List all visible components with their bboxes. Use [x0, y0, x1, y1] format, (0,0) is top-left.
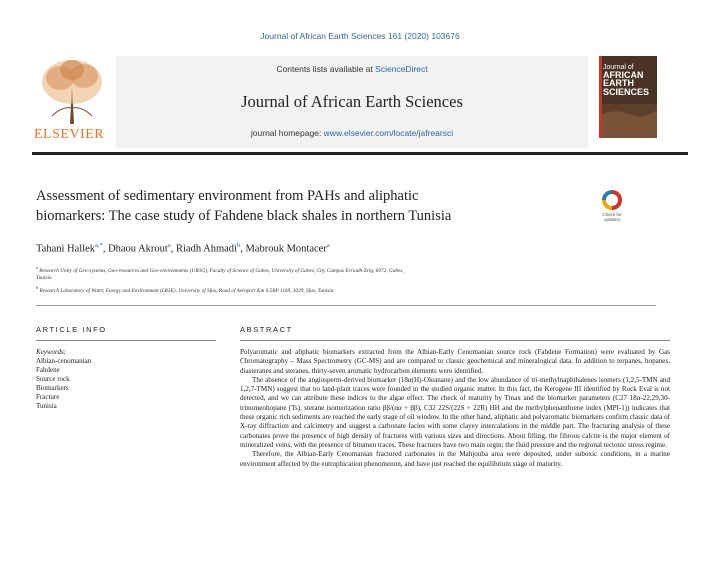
keyword-item: Source rock — [36, 375, 70, 383]
homepage-link[interactable]: www.elsevier.com/locate/jafrearsci — [323, 128, 454, 138]
cover-text — [603, 64, 649, 97]
header-rule — [32, 152, 688, 155]
author-affil-sup[interactable]: a,* — [95, 242, 103, 249]
author-affil-sup[interactable]: a — [167, 242, 171, 249]
keyword-item: Biomarkers — [36, 384, 69, 392]
author-list — [36, 242, 330, 255]
cover-line-4: SCIENCES — [603, 86, 650, 97]
abstract-paragraph: The absence of the angiosperm-derived biomarker (18α(H)-Oleanane) and the low abundance of tri-methylnaphthalenes isomers (1,2,5-TMN and 1,2,7-TMN) suggest that no land-plant traces were founded in the studied organic matter. In this fact, the Kerogene III identified by Rock Eval is not detected, and we can attribute these indices to the algae effect. The check of maturity by Tmax and the biomarker parameters (C27 18α-22,29,30-trinorneohopane (Ts), sterane isomerization ratio ββ/(αα + ββ), C32 22S/(22S + 22R) HH and the methylphenanthrene index (MPI-1)) indicates that these organic rich sediments are reached the early stage of oil window. In the other hand, aliphatic and polyaromatic biomarkers confirm classic data of X-ray diffraction and calcimetry and suggest a carbonate facies with some clayey intercalations in the middle part. The fracturing analysis of these carbonates prove the presence of high density of fractures with various sizes and directions. About filling, the fibrous calcite is the major element of mineralized veins, with the presence of bitumen traces. These fractures have two main orgin; the fluid pressure and the regional tectonic stress regime. — [240, 375, 670, 449]
article-info-rule — [36, 340, 216, 341]
journal-cover[interactable] — [599, 56, 657, 138]
check-for-updates-button[interactable] — [599, 190, 625, 224]
sciencedirect-link[interactable]: ScienceDirect — [375, 64, 428, 74]
cover-line-2: AFRICAN — [603, 69, 644, 80]
abstract-heading: ABSTRACT — [240, 325, 293, 334]
affiliation-b — [36, 284, 656, 295]
author-name[interactable]: Mabrouk Montacer — [245, 243, 327, 255]
journal-title: Journal of African Earth Sciences — [241, 92, 463, 111]
author-name[interactable]: Tahani Hallek — [36, 243, 96, 255]
contents-line — [116, 64, 588, 74]
affiliation-text: Research Laboratory of Water, Energy and Environment (LR3E), University of Sfax, Road of Aeroport Km 0.5BP 1169, 3029, Sfax, Tunisia — [39, 287, 334, 294]
crossmark-inner — [606, 194, 618, 206]
keywords-title: Keywords: — [36, 348, 67, 356]
affiliation-a — [36, 264, 656, 282]
affiliation-text: Research Unity of Geo-systems, Geo-resources and Geo-environments (UR3G), Faculty of Science of Gabes, University of Gabes, City Campus Erriadh-Zrig, 6072, Gabes, — [39, 267, 404, 274]
crossmark-label-1: Check for — [602, 212, 622, 217]
elsevier-tree-icon — [32, 56, 112, 126]
keyword-item: Fahdene — [36, 366, 60, 374]
affiliation-text-cont: Tunisia — [36, 274, 52, 281]
author-sep: , — [170, 243, 176, 255]
affiliation-sup: b — [36, 285, 39, 290]
divider — [36, 305, 656, 306]
elsevier-wordmark: ELSEVIER — [34, 127, 105, 142]
author-sep: , — [240, 243, 246, 255]
keywords-block — [36, 348, 216, 411]
author-name[interactable]: Dhaou Akrout — [108, 243, 168, 255]
keyword-item: Albian-cenomanian — [36, 357, 92, 365]
crossmark-label-2: updates — [603, 217, 620, 222]
journal-header — [32, 56, 688, 148]
contents-prefix: Contents lists available at — [276, 64, 376, 74]
author-name[interactable]: Riadh Ahmadi — [176, 243, 237, 255]
abstract-body — [240, 348, 670, 469]
elsevier-logo[interactable] — [32, 56, 112, 148]
abstract-paragraph: Therefore, the Albian-Early Cenomanian fractured carbonates in the Mahjouba area were deposited, under suboxic conditions, in a marine environment affected by the eutrophication phenomenon, and have just reached the equilibrium stage of maturity. — [240, 450, 670, 468]
keyword-item: Fracture — [36, 393, 60, 401]
title-line-2: biomarkers: The case study of Fahdene black shales in northern Tunisia — [36, 208, 452, 224]
cover-line-3: EARTH — [603, 78, 634, 88]
author-affil-sup[interactable]: b — [236, 242, 241, 249]
homepage-line — [116, 128, 588, 138]
author-sep: , — [102, 243, 109, 255]
crossmark-label — [595, 212, 629, 222]
cover-line-1: Journal of — [603, 64, 634, 71]
abstract-rule — [240, 340, 670, 341]
homepage-prefix: journal homepage: — [250, 128, 324, 138]
article-info-heading: ARTICLE INFO — [36, 325, 107, 334]
keyword-item: Tunisia — [36, 402, 57, 410]
journal-reference[interactable]: Journal of African Earth Sciences 161 (2020) 103676 — [260, 31, 460, 41]
affiliation-sup: a — [36, 265, 38, 270]
journal-info-box — [116, 56, 588, 148]
abstract-paragraph: Polyaromatic and aliphatic biomarkers extracted from the Albian-Early Cenomanian source rock (Fahdene Formation) were evaluated by Gas Chromatography – Mass Spectrometry (GC-MS) and are compared to classic geochemical and mineralogical data. In addition to terpanes, hopanes, diasteranes and steranes, thirty-seven aromatic hydrocarbon elements were identified. — [240, 348, 670, 375]
title-line-1: Assessment of sedimentary environment from PAHs and aliphatic — [36, 188, 419, 204]
article-title — [36, 186, 576, 226]
author-affil-sup[interactable]: a — [326, 242, 330, 249]
